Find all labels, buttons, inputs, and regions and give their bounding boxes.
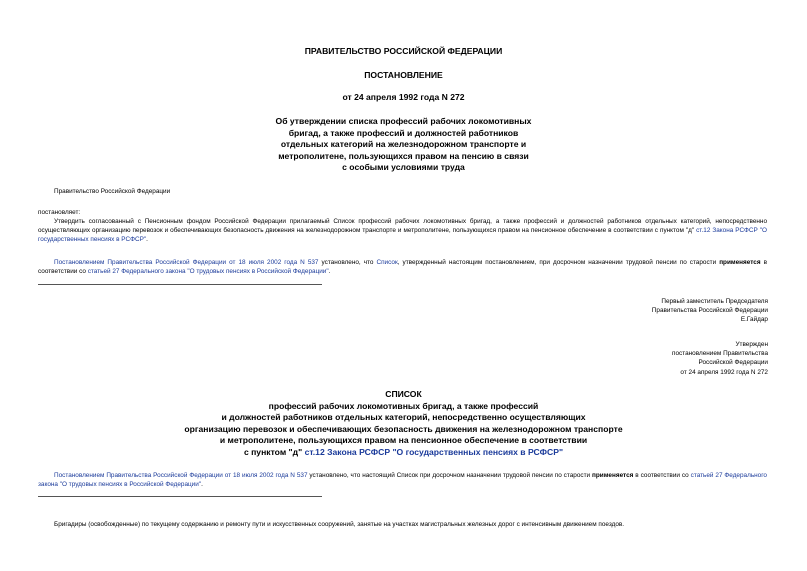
decree-title-line: Об утверждении списка профессий рабочих локомотивных [275,116,532,126]
list-link[interactable]: Список [376,259,398,266]
decree-537-link[interactable]: Постановлением Правительства Российской Федерации от 18 июля 2002 года N 537 [54,472,308,479]
list-heading: СПИСОК [385,389,422,399]
editorial-note [38,258,767,276]
list-title-line: организацию перевозок и обеспечивающих безопасность движения на железнодорожном транспорте [184,423,623,434]
note-divider [38,284,322,285]
approval-block [468,340,768,377]
note-emphasis: применяется [592,472,634,479]
list-title-line [0,447,807,459]
signature-block [468,297,768,325]
government-heading: ПРАВИТЕЛЬСТВО РОССИЙСКОЙ ФЕДЕРАЦИИ [304,46,503,56]
approval-line: от 24 апреля 1992 года N 272 [680,368,768,376]
document-type: ПОСТАНОВЛЕНИЕ [364,70,443,80]
list-title-line: профессий рабочих локомотивных бригад, а также профессий [268,400,539,411]
note-divider-2 [38,496,322,497]
note-text: в соответствии со [633,472,691,479]
document-date-number: от 24 апреля 1992 года N 272 [342,92,465,102]
note-text: установлено, что [318,259,377,266]
note-text: , утвержденный настоящим постановлением, при досрочном назначении трудовой пенсии по старости [397,259,720,266]
decree-537-link[interactable]: Постановлением Правительства Российской Федерации от 18 июля 2002 года N 537 [54,259,319,266]
note-text: . [328,268,331,276]
paragraph-text: Утвердить согласованный с Пенсионным фондом Российской Федерации прилагаемый Список профессий рабочих локомотивных бригад, а также профессий и должностей работников отдельных категорий, непосредственно осуществляющих организацию перевозок и обеспечивающих безопасность движения на железнодорожном транспорте и метрополитене, пользующихся правом на пенсионное обеспечение в соответствии с пунктом "д" [38,218,767,235]
federal-law-link[interactable]: статьей 27 Федерального закона "О трудовых пенсиях в Российской Федерации" [38,472,767,489]
note-text: установлено, что настоящий Список при досрочном назначении трудовой пенсии по старости [307,472,593,479]
resolution-paragraph [38,217,767,245]
decree-title [0,116,807,174]
note-text: . [201,481,203,489]
resolves-label: постановляет: [38,209,81,216]
list-title-prefix: с пунктом "д" [243,446,305,457]
issuer: Правительство Российской Федерации [54,188,171,195]
paragraph-end: . [146,236,148,244]
list-title [0,389,807,459]
decree-title-line: с особыми условиями труда [342,162,465,173]
approval-line: Российской Федерации [698,359,768,367]
list-item: Бригадиры (освобожденные) по текущему содержанию и ремонту пути и искусственных сооружений, занятые на участках магистральных железных дорог с интенсивным движением поездов. [54,521,625,528]
list-title-line: и метрополитене, пользующихся правом на пенсионное обеспечение в соответствии [219,435,588,446]
signature-organization: Правительства Российской Федерации [651,307,768,315]
editorial-note-2 [38,471,767,489]
federal-law-link[interactable]: статьей 27 Федерального закона "О трудовых пенсиях в Российской Федерации" [87,268,329,276]
signature-name: Е.Гайдар [740,316,768,324]
decree-title-line: метрополитене, пользующихся правом на пенсию в связи [278,150,529,161]
approval-line: Утвержден [735,341,768,348]
list-title-line: и должностей работников отдельных категорий, непосредственно осуществляющих [221,412,586,423]
note-text: в соответствии со [38,259,767,276]
note-emphasis: применяется [719,259,761,266]
decree-title-line: отдельных категорий на железнодорожном транспорте и [280,139,527,150]
approval-line: постановлением Правительства [672,350,768,358]
law-article-link[interactable]: ст.12 Закона РСФСР "О государственных пенсиях в РСФСР" [38,227,768,244]
decree-title-line: бригад, а также профессий и должностей работников [288,127,519,138]
signature-position: Первый заместитель Председателя [661,298,768,305]
list-law-link[interactable]: ст.12 Закона РСФСР "О государственных пенсиях в РСФСР" [304,446,564,457]
